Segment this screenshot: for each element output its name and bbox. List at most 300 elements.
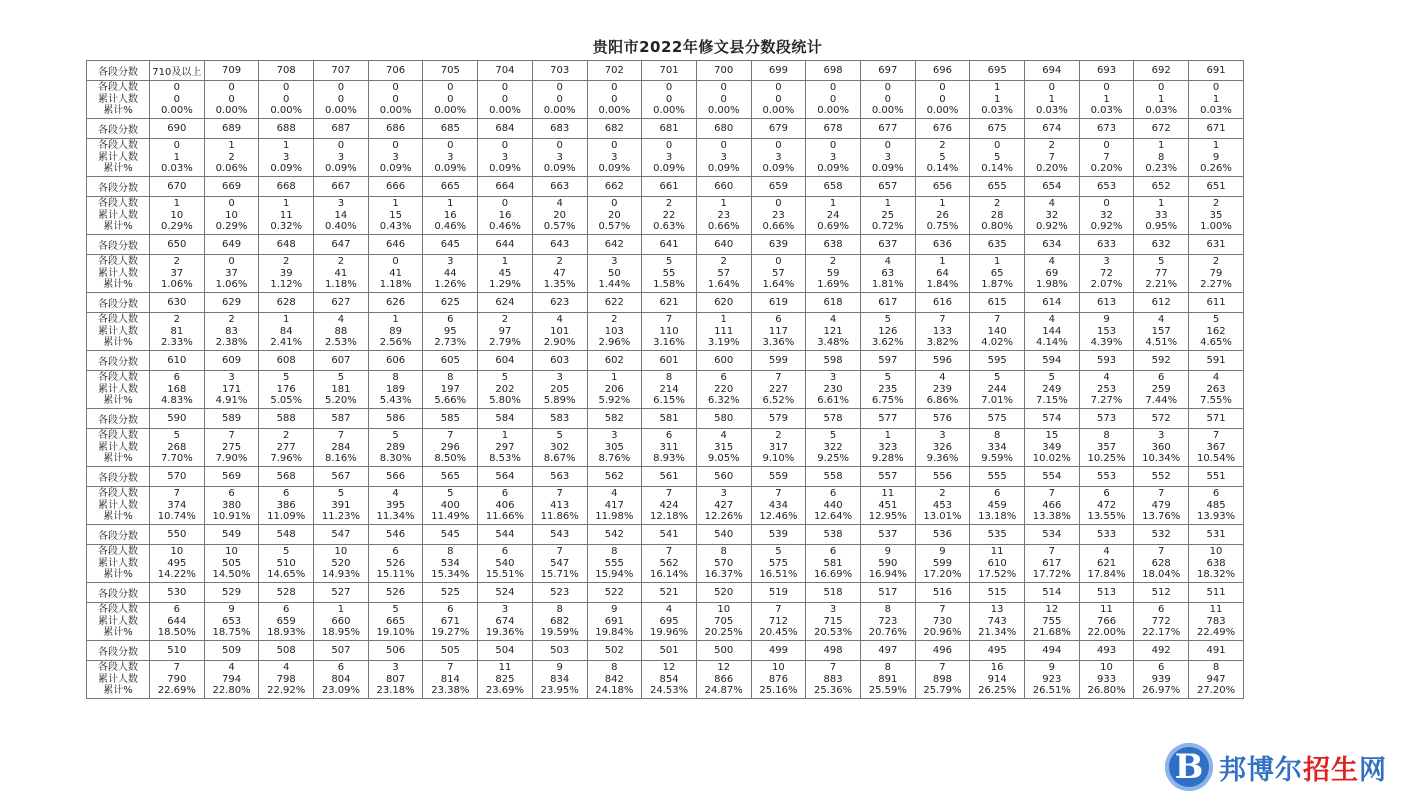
- percent-value: 19.96%: [649, 627, 689, 639]
- score-cell: 535: [970, 525, 1025, 545]
- cumulative-value: 227: [768, 383, 788, 395]
- score-cell: 568: [259, 467, 314, 487]
- data-cell: [1025, 371, 1080, 409]
- cumulative-value: 923: [1042, 673, 1062, 685]
- score-cell: 513: [1079, 583, 1134, 603]
- cumulative-value: 15: [389, 209, 402, 221]
- score-cell: 649: [204, 235, 259, 255]
- cumulative-value: 540: [495, 557, 515, 569]
- data-labels-cell: [87, 545, 150, 583]
- score-cell: 644: [478, 235, 533, 255]
- score-cell: 543: [532, 525, 587, 545]
- cumulative-value: 197: [440, 383, 460, 395]
- cumulative-value: 9: [1212, 151, 1220, 163]
- data-labels-cell: [87, 487, 150, 525]
- score-cell: 600: [696, 351, 751, 371]
- percent-value: 26.25%: [978, 685, 1017, 697]
- count-value: 4: [1212, 372, 1220, 384]
- data-cell: [806, 139, 861, 177]
- percent-value: 24.87%: [704, 685, 743, 697]
- count-value: 8: [392, 372, 399, 384]
- score-cell: 666: [368, 177, 423, 197]
- cumulative-label: 累计人数: [98, 93, 138, 105]
- data-cell: [860, 313, 915, 351]
- score-cell: 679: [751, 119, 806, 139]
- score-cell: 707: [314, 61, 369, 81]
- data-cell: [423, 545, 478, 583]
- score-cell: 704: [478, 61, 533, 81]
- percent-value: 0.09%: [707, 163, 740, 175]
- data-cell: [1189, 197, 1244, 235]
- percent-value: 13.76%: [1142, 511, 1181, 523]
- score-cell: 702: [587, 61, 642, 81]
- score-cell: 695: [970, 61, 1025, 81]
- data-cell: [696, 487, 751, 525]
- cumulative-value: 772: [1151, 615, 1171, 627]
- data-cell: [642, 487, 697, 525]
- cumulative-value: 3: [447, 151, 454, 163]
- count-value: 1: [392, 314, 399, 326]
- score-cell: 572: [1134, 409, 1189, 429]
- data-cell: [368, 429, 423, 467]
- score-cell: 587: [314, 409, 369, 429]
- data-cell: [1079, 197, 1134, 235]
- data-cell: [860, 255, 915, 293]
- data-cell: [970, 371, 1025, 409]
- score-cell: 624: [478, 293, 533, 313]
- cumulative-label: 累计人数: [98, 151, 138, 163]
- count-value: 1: [283, 314, 290, 326]
- count-value: 3: [1158, 430, 1165, 442]
- cumulative-value: 466: [1042, 499, 1062, 511]
- data-cell: [478, 487, 533, 525]
- count-value: 5: [283, 546, 290, 558]
- score-label: 各段分数: [87, 583, 150, 603]
- data-row: [87, 661, 1244, 699]
- score-label: 各段分数: [87, 177, 150, 197]
- data-cell: [696, 545, 751, 583]
- cumulative-value: 3: [884, 151, 891, 163]
- score-cell: 609: [204, 351, 259, 371]
- data-cell: [587, 487, 642, 525]
- count-value: 1: [283, 198, 290, 210]
- data-cell: [806, 487, 861, 525]
- cumulative-value: 214: [659, 383, 679, 395]
- cumulative-value: 311: [659, 441, 679, 453]
- data-cell: [478, 371, 533, 409]
- percent-label: 累计%: [103, 627, 133, 639]
- score-cell: 516: [915, 583, 970, 603]
- percent-value: 5.89%: [543, 395, 576, 407]
- count-value: 0: [556, 82, 563, 94]
- percent-value: 0.09%: [762, 163, 795, 175]
- data-cell: [204, 429, 259, 467]
- percent-value: 2.90%: [543, 337, 576, 349]
- score-cell: 638: [806, 235, 861, 255]
- score-cell: 645: [423, 235, 478, 255]
- cumulative-value: 599: [932, 557, 953, 569]
- data-cell: [423, 661, 478, 699]
- count-value: 7: [939, 604, 946, 616]
- count-value: 5: [665, 256, 673, 268]
- score-label: 各段分数: [87, 467, 150, 487]
- data-cell: [915, 139, 970, 177]
- count-value: 4: [720, 430, 727, 442]
- score-cell: 548: [259, 525, 314, 545]
- data-cell: [150, 429, 205, 467]
- percent-value: 1.06%: [160, 279, 193, 291]
- count-value: 11: [990, 546, 1004, 558]
- score-cell: 503: [532, 641, 587, 661]
- count-value: 4: [1103, 372, 1110, 384]
- score-cell: 632: [1134, 235, 1189, 255]
- count-value: 7: [775, 488, 782, 500]
- cumulative-value: 3: [611, 151, 618, 163]
- data-cell: [1079, 487, 1134, 525]
- percent-value: 3.82%: [926, 337, 959, 349]
- count-value: 3: [939, 430, 946, 442]
- cumulative-value: 55: [662, 267, 676, 279]
- data-row: [87, 603, 1244, 641]
- data-cell: [642, 371, 697, 409]
- data-cell: [860, 371, 915, 409]
- data-cell: [915, 81, 970, 119]
- data-labels-cell: [87, 429, 150, 467]
- data-cell: [532, 313, 587, 351]
- percent-value: 20.45%: [759, 627, 798, 639]
- data-cell: [1134, 429, 1189, 467]
- score-cell: 510: [150, 641, 205, 661]
- percent-value: 2.56%: [379, 337, 412, 349]
- percent-value: 3.36%: [762, 337, 795, 349]
- data-cell: [751, 545, 806, 583]
- score-cell: 620: [696, 293, 751, 313]
- score-row: [87, 641, 1244, 661]
- percent-value: 0.03%: [1090, 105, 1123, 117]
- percent-value: 1.87%: [981, 279, 1014, 291]
- count-value: 6: [829, 488, 837, 500]
- data-cell: [860, 197, 915, 235]
- percent-value: 14.22%: [157, 569, 196, 581]
- score-cell: 506: [368, 641, 423, 661]
- cumulative-value: 424: [659, 499, 679, 511]
- count-value: 2: [993, 198, 1001, 210]
- score-cell: 710及以上: [150, 61, 205, 81]
- count-value: 2: [556, 256, 563, 268]
- data-cell: [150, 487, 205, 525]
- data-row: [87, 545, 1244, 583]
- score-cell: 577: [860, 409, 915, 429]
- score-label: 各段分数: [87, 351, 150, 371]
- score-cell: 608: [259, 351, 314, 371]
- cumulative-value: 891: [878, 673, 898, 685]
- data-cell: [204, 81, 259, 119]
- data-cell: [806, 661, 861, 699]
- data-cell: [1025, 487, 1080, 525]
- cumulative-value: 534: [440, 557, 460, 569]
- score-cell: 598: [806, 351, 861, 371]
- percent-value: 5.20%: [325, 395, 357, 407]
- score-cell: 566: [368, 467, 423, 487]
- score-cell: 686: [368, 119, 423, 139]
- percent-value: 16.69%: [814, 569, 853, 581]
- cumulative-value: 590: [878, 557, 898, 569]
- cumulative-value: 743: [987, 615, 1007, 627]
- count-value: 0: [337, 140, 345, 152]
- percent-value: 18.75%: [212, 627, 251, 639]
- cumulative-value: 3: [775, 151, 782, 163]
- data-cell: [970, 603, 1025, 641]
- count-value: 15: [1045, 430, 1059, 442]
- score-cell: 517: [860, 583, 915, 603]
- data-cell: [314, 603, 369, 641]
- percent-value: 3.62%: [871, 337, 904, 349]
- count-label: 各段人数: [98, 662, 138, 674]
- score-cell: 604: [478, 351, 533, 371]
- score-cell: 656: [915, 177, 970, 197]
- count-value: 0: [501, 140, 509, 152]
- cumulative-value: 3: [720, 151, 727, 163]
- count-value: 2: [939, 488, 946, 500]
- percent-value: 14.50%: [212, 569, 251, 581]
- score-cell: 533: [1079, 525, 1134, 545]
- cumulative-value: 660: [331, 615, 351, 627]
- percent-value: 6.15%: [653, 395, 685, 407]
- percent-value: 6.32%: [707, 395, 740, 407]
- percent-value: 0.66%: [707, 221, 740, 233]
- score-cell: 551: [1189, 467, 1244, 487]
- data-labels-cell: [87, 313, 150, 351]
- cumulative-value: 1: [993, 93, 1001, 105]
- data-cell: [1134, 139, 1189, 177]
- percent-value: 0.09%: [434, 163, 467, 175]
- cumulative-value: 730: [932, 615, 953, 627]
- count-value: 16: [990, 662, 1004, 674]
- score-cell: 687: [314, 119, 369, 139]
- count-value: 1: [993, 256, 1001, 268]
- cumulative-value: 323: [878, 441, 898, 453]
- cumulative-value: 111: [714, 325, 734, 337]
- percent-value: 1.64%: [707, 279, 740, 291]
- data-cell: [915, 429, 970, 467]
- cumulative-value: 72: [1100, 267, 1113, 279]
- count-label: 各段人数: [98, 82, 138, 94]
- data-cell: [860, 603, 915, 641]
- count-value: 0: [501, 198, 509, 210]
- score-cell: 528: [259, 583, 314, 603]
- percent-value: 19.27%: [431, 627, 470, 639]
- cumulative-value: 65: [990, 267, 1004, 279]
- score-cell: 509: [204, 641, 259, 661]
- percent-label: 累计%: [103, 221, 133, 233]
- score-cell: 539: [751, 525, 806, 545]
- cumulative-value: 400: [440, 499, 460, 511]
- data-cell: [696, 371, 751, 409]
- percent-value: 26.97%: [1142, 685, 1181, 697]
- data-cell: [204, 371, 259, 409]
- count-value: 2: [283, 256, 290, 268]
- score-cell: 672: [1134, 119, 1189, 139]
- score-row: [87, 293, 1244, 313]
- score-cell: 499: [751, 641, 806, 661]
- percent-label: 累计%: [103, 105, 133, 117]
- cumulative-value: 5: [993, 151, 1001, 163]
- count-value: 6: [1158, 372, 1165, 384]
- cumulative-value: 939: [1151, 673, 1171, 685]
- site-logo[interactable]: [1165, 742, 1405, 792]
- score-cell: 637: [860, 235, 915, 255]
- percent-value: 24.53%: [649, 685, 689, 697]
- cumulative-value: 459: [987, 499, 1007, 511]
- percent-value: 13.18%: [978, 511, 1017, 523]
- data-cell: [1189, 545, 1244, 583]
- percent-label: 累计%: [103, 395, 133, 407]
- cumulative-value: 712: [768, 615, 788, 627]
- percent-value: 0.75%: [926, 221, 959, 233]
- count-value: 8: [884, 662, 891, 674]
- score-cell: 683: [532, 119, 587, 139]
- cumulative-label: 累计人数: [98, 499, 138, 511]
- cumulative-value: 153: [1096, 325, 1117, 337]
- cumulative-value: 562: [659, 557, 679, 569]
- count-value: 8: [720, 546, 727, 558]
- cumulative-value: 63: [881, 267, 895, 279]
- percent-value: 6.61%: [817, 395, 849, 407]
- percent-value: 26.80%: [1087, 685, 1126, 697]
- count-value: 6: [1212, 488, 1220, 500]
- data-cell: [751, 371, 806, 409]
- logo-text: [1219, 748, 1387, 787]
- percent-value: 2.38%: [215, 337, 248, 349]
- count-value: 0: [611, 140, 618, 152]
- data-cell: [1079, 603, 1134, 641]
- data-labels-cell: [87, 661, 150, 699]
- count-value: 1: [993, 82, 1001, 94]
- count-value: 0: [283, 82, 290, 94]
- data-cell: [915, 313, 970, 351]
- cumulative-value: 1: [1103, 93, 1110, 105]
- cumulative-value: 79: [1209, 267, 1223, 279]
- data-cell: [1189, 661, 1244, 699]
- percent-value: 5.05%: [270, 395, 303, 407]
- percent-value: 2.21%: [1145, 279, 1178, 291]
- score-label: 各段分数: [87, 235, 150, 255]
- score-cell: 627: [314, 293, 369, 313]
- cumulative-value: 268: [167, 441, 187, 453]
- percent-value: 0.95%: [1145, 221, 1178, 233]
- percent-value: 1.35%: [543, 279, 576, 291]
- cumulative-value: 659: [276, 615, 296, 627]
- data-cell: [368, 371, 423, 409]
- data-cell: [368, 487, 423, 525]
- cumulative-value: 275: [221, 441, 242, 453]
- score-row: [87, 409, 1244, 429]
- data-cell: [150, 139, 205, 177]
- count-value: 5: [173, 430, 181, 442]
- data-cell: [423, 139, 478, 177]
- data-cell: [1134, 255, 1189, 293]
- cumulative-value: 189: [386, 383, 406, 395]
- percent-value: 8.67%: [543, 453, 576, 465]
- count-value: 8: [556, 604, 563, 616]
- data-labels-cell: [87, 371, 150, 409]
- cumulative-value: 406: [495, 499, 515, 511]
- count-value: 3: [228, 372, 235, 384]
- percent-value: 15.71%: [540, 569, 579, 581]
- percent-value: 11.09%: [267, 511, 306, 523]
- percent-value: 0.40%: [325, 221, 357, 233]
- score-cell: 642: [587, 235, 642, 255]
- data-cell: [204, 487, 259, 525]
- score-cell: 617: [860, 293, 915, 313]
- score-cell: 500: [696, 641, 751, 661]
- data-cell: [696, 139, 751, 177]
- cumulative-value: 933: [1096, 673, 1117, 685]
- cumulative-value: 1: [1048, 93, 1056, 105]
- data-cell: [259, 429, 314, 467]
- cumulative-value: 671: [440, 615, 460, 627]
- count-value: 2: [1212, 198, 1220, 210]
- percent-value: 16.94%: [868, 569, 907, 581]
- score-cell: 688: [259, 119, 314, 139]
- data-cell: [478, 197, 533, 235]
- percent-value: 1.06%: [215, 279, 248, 291]
- count-value: 7: [173, 488, 181, 500]
- cumulative-value: 842: [604, 673, 624, 685]
- score-cell: 663: [532, 177, 587, 197]
- count-value: 7: [1048, 488, 1056, 500]
- count-value: 0: [228, 198, 235, 210]
- percent-value: 0.09%: [653, 163, 685, 175]
- data-cell: [642, 81, 697, 119]
- score-label: 各段分数: [87, 525, 150, 545]
- cumulative-value: 0: [611, 93, 618, 105]
- count-value: 1: [392, 198, 399, 210]
- count-value: 1: [173, 198, 181, 210]
- cumulative-value: 0: [884, 93, 891, 105]
- score-cell: 614: [1025, 293, 1080, 313]
- score-cell: 700: [696, 61, 751, 81]
- count-value: 7: [447, 662, 454, 674]
- percent-value: 0.46%: [489, 221, 521, 233]
- percent-value: 20.25%: [704, 627, 743, 639]
- cumulative-label: 累计人数: [98, 383, 138, 395]
- score-cell: 678: [806, 119, 861, 139]
- count-value: 3: [611, 256, 618, 268]
- count-value: 0: [173, 140, 181, 152]
- data-cell: [314, 545, 369, 583]
- percent-value: 0.03%: [1035, 105, 1068, 117]
- cumulative-value: 357: [1096, 441, 1117, 453]
- data-cell: [150, 255, 205, 293]
- score-cell: 523: [532, 583, 587, 603]
- count-value: 0: [392, 82, 399, 94]
- data-cell: [751, 429, 806, 467]
- count-value: 9: [1048, 662, 1056, 674]
- score-cell: 595: [970, 351, 1025, 371]
- data-cell: [259, 313, 314, 351]
- score-row: [87, 177, 1244, 197]
- score-cell: 498: [806, 641, 861, 661]
- logo-b-icon: B: [1165, 743, 1213, 791]
- score-cell: 586: [368, 409, 423, 429]
- score-cell: 512: [1134, 583, 1189, 603]
- percent-value: 8.30%: [379, 453, 412, 465]
- data-cell: [368, 313, 423, 351]
- percent-value: 12.64%: [814, 511, 853, 523]
- cumulative-value: 16: [498, 209, 512, 221]
- count-value: 8: [993, 430, 1001, 442]
